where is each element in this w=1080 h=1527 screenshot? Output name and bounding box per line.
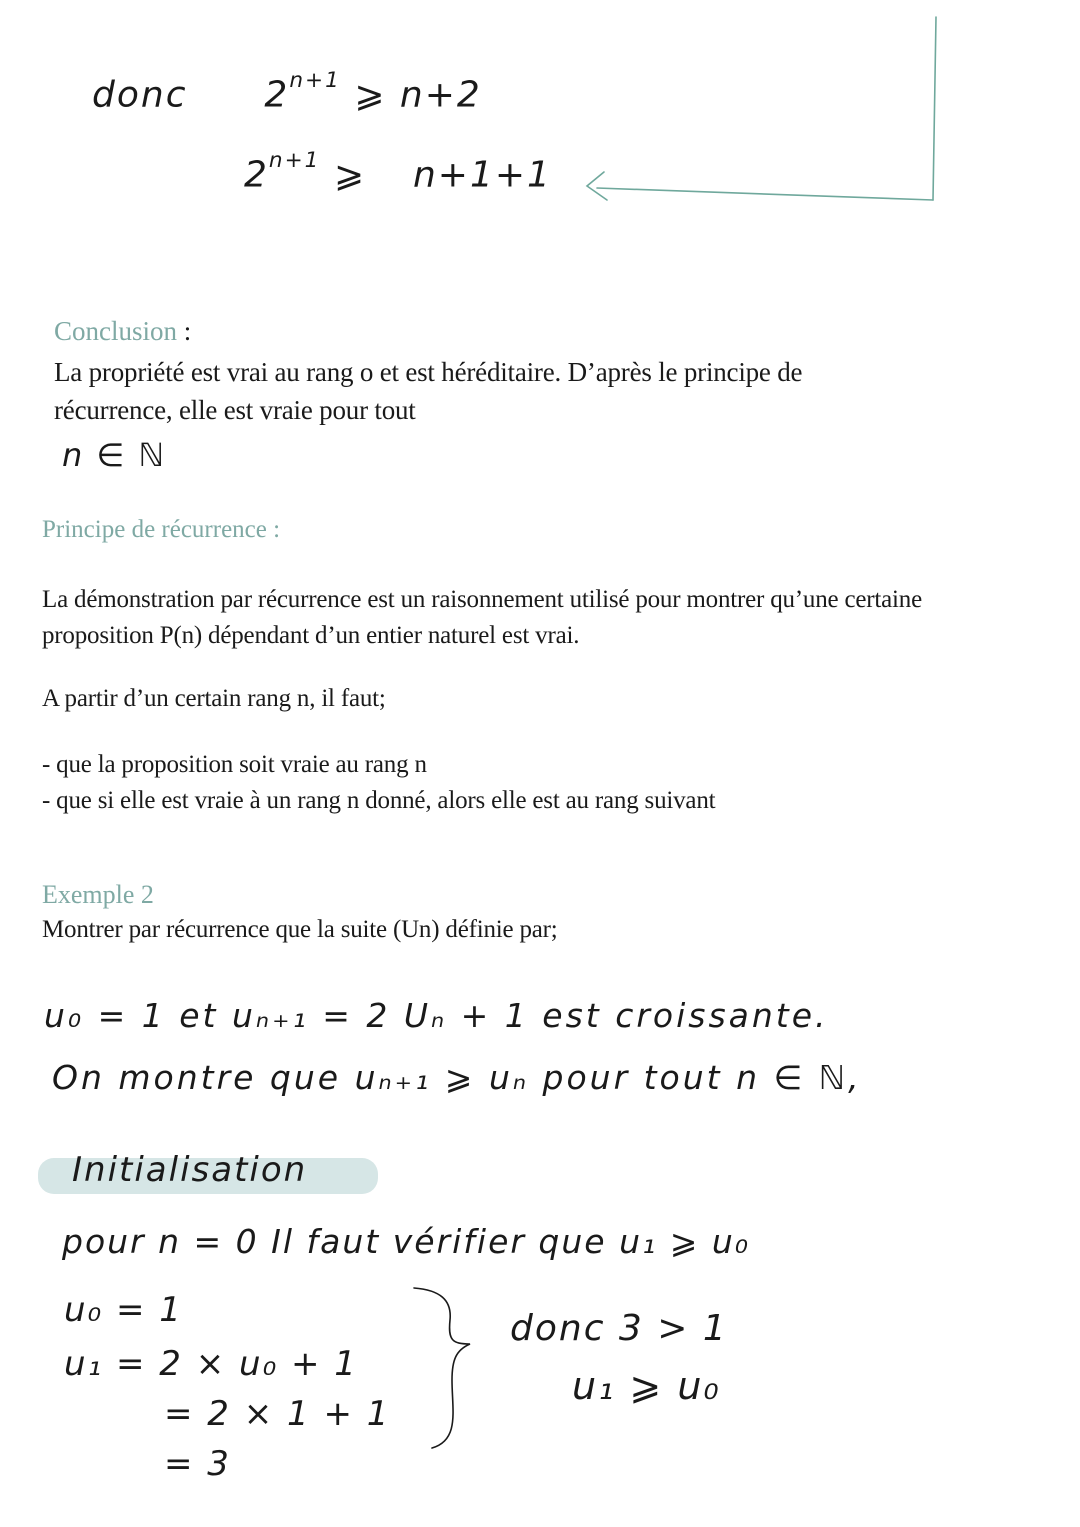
rhs-expression: n+1+1 <box>412 154 552 196</box>
principe-bullet-1: - que la proposition soit vraie au rang n <box>42 751 427 778</box>
relation-symbol: ⩾ <box>333 154 367 196</box>
power-base: 2 <box>264 74 290 116</box>
conclusion-heading-label: Conclusion <box>54 316 178 346</box>
calc-u1-step-2: = 2 × 1 + 1 <box>164 1394 391 1434</box>
power-exponent: n+1 <box>268 148 321 173</box>
exemple-definition: u₀ = 1 et uₙ₊₁ = 2 Uₙ + 1 est croissante. <box>44 996 829 1035</box>
power-exponent: n+1 <box>289 68 341 93</box>
exemple-heading: Exemple 2 <box>42 880 154 909</box>
conclusion-text-line-1: La propriété est vrai au rang o et est héréditaire. D’après le principe de <box>54 357 803 387</box>
donc-line-2 <box>244 148 552 195</box>
donc-line-1 <box>92 68 482 115</box>
calc-u1: u₁ = 2 × u₀ + 1 <box>64 1344 358 1384</box>
conclusion-text <box>54 353 802 429</box>
principe-bullet-2: - que si elle est vraie à un rang n donné, alors elle est au rang suivant <box>42 787 716 814</box>
principe-paragraph-1-line-2: proposition P(n) dépendant d’un entier naturel est vrai. <box>42 622 580 649</box>
donc-word: donc <box>92 74 188 116</box>
result-u1-ge-u0: u₁ ⩾ u₀ <box>572 1364 721 1408</box>
calc-u0: u₀ = 1 <box>64 1290 183 1330</box>
conclusion-text-line-2: récurrence, elle est vraie pour tout <box>54 395 416 425</box>
exemple-statement: Montrer par récurrence que la suite (Un) définie par; <box>42 916 558 943</box>
principe-heading: Principe de récurrence : <box>42 516 281 543</box>
initialisation-condition: pour n = 0 Il faut vérifier que u₁ ⩾ u₀ <box>62 1222 751 1261</box>
principe-bullets <box>42 747 715 819</box>
conclusion-n-in-N: n ∈ ℕ <box>62 436 167 474</box>
initialisation-label: Initialisation <box>72 1150 308 1190</box>
rhs-expression: n+2 <box>399 74 482 116</box>
conclusion-heading <box>54 316 191 347</box>
curly-brace-icon <box>414 1288 470 1448</box>
result-donc: donc 3 > 1 <box>510 1308 728 1349</box>
conclusion-heading-colon: : <box>177 316 192 346</box>
principe-paragraph-2: A partir d’un certain rang n, il faut; <box>42 685 386 712</box>
power-base: 2 <box>244 154 269 196</box>
exemple-goal: On montre que uₙ₊₁ ⩾ uₙ pour tout n ∈ ℕ, <box>52 1058 862 1097</box>
calc-u1-result: = 3 <box>164 1444 231 1484</box>
principe-paragraph-1-line-1: La démonstration par récurrence est un raisonnement utilisé pour montrer qu’une certaine <box>42 586 922 613</box>
green-arrow-icon <box>587 17 936 200</box>
relation-symbol: ⩾ <box>354 74 387 116</box>
principe-paragraph-1 <box>42 582 922 654</box>
